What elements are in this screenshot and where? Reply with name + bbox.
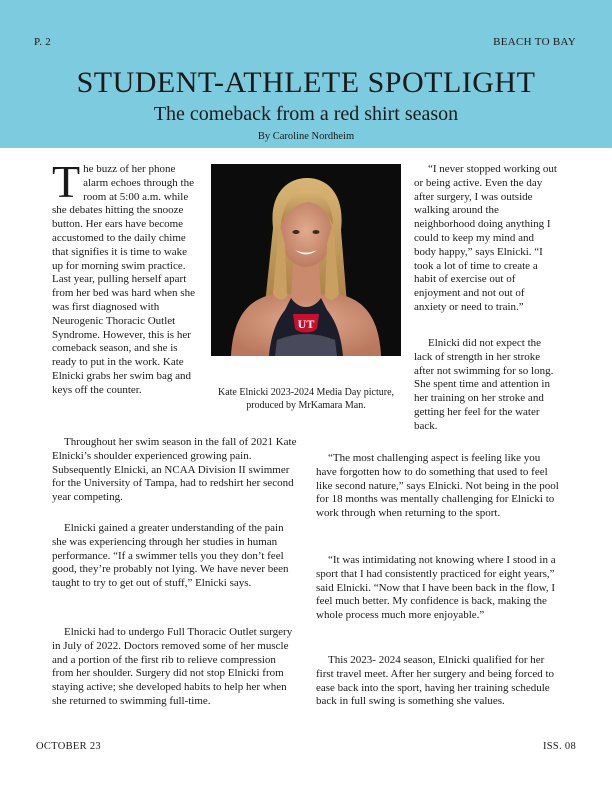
issue-number: ISS. 08 (542, 741, 576, 752)
magazine-name: BEACH TO BAY (493, 36, 576, 48)
article-paragraph-9: This 2023- 2024 season, Elnicki qualified for her first travel meet. After her surgery and being forced to ease back into the sport, having her training schedule back in full swing is something she values. (316, 654, 555, 708)
university-logo-icon (293, 314, 319, 333)
athlete-photo (211, 164, 401, 356)
page-number: P. 2 (34, 36, 52, 48)
article-paragraph-2: Throughout her swim season in the fall of 2021 Kate Elnicki’s shoulder experienced growing pain. Subsequently Elnicki, an NCAA Division II swimmer for the University of Tampa, had to redshirt her second year competing. (52, 436, 297, 504)
page-subtitle: The comeback from a red shirt season (153, 103, 459, 125)
article-paragraph-6: Elnicki did not expect the lack of strength in her stroke after not swimming for so long. She spent time and attention in her training on her stroke and getting her feel for the water back. (414, 337, 554, 432)
article-paragraph-5: “I never stopped working out or being active. Even the day after surgery, I was outside walking around the neighborhood doing anything I could to keep my mind and body happy,” says Elnicki. “I took a lot of time to create a habit of exercise out of enjoyment and not out of anxiety or need to train.” (414, 163, 557, 313)
photo-caption: Kate Elnicki 2023-2024 Media Day picture, produced by MrKamara Man. (217, 387, 395, 411)
article-paragraph-7: “The most challenging aspect is feeling like you have forgotten how to do something that used to feel like second nature,” says Elnicki. Not being in the pool for 18 months was mentally challenging for Elnicki to work through when returning to the sport. (316, 452, 559, 520)
article-paragraph-3: Elnicki gained a greater understanding of the pain she was experiencing through her studies in human performance. “If a swimmer tells you they don’t feel good, they’re probably not lying. We have never been taught to try to get out of stuff,” Elnicki says. (52, 522, 289, 590)
article-paragraph-8: “It was intimidating not knowing where I stood in a sport that I had consistently practiced for eight years,” said Elnicki. “Now that I have been back in the flow, I feel much better. My confidence is back, making the whole process much more enjoyable.” (316, 554, 556, 622)
athlete-portrait-illustration (211, 164, 401, 356)
header-band (0, 0, 612, 148)
article-paragraph-1 (52, 156, 197, 398)
paragraph-1-text: he buzz of her phone alarm echoes through the room at 5:00 a.m. while she debates hitting the snooze button. Her ears have become accustomed to the daily chime that signifies it is time to wake up for morning swim practice. Last year, pulling herself apart from her bed was hard when she was first diagnosed with Neurogenic Thoracic Outlet Syndrome. However, this is her comeback season, and she is ready to put in the work. Kate Elnicki grabs her swim bag and keys off the counter. (52, 163, 195, 396)
page-title: STUDENT-ATHLETE SPOTLIGHT (76, 66, 536, 99)
article-paragraph-4: Elnicki had to undergo Full Thoracic Outlet surgery in July of 2022. Doctors removed some of her muscle and a portion of the first rib to relieve compression from her shoulder. Surgery did not stop Elnicki from staying active; she developed habits to help her when she returned to swimming full-time. (52, 626, 293, 707)
byline: By Caroline Nordheim (257, 131, 355, 142)
issue-date: OCTOBER 23 (36, 741, 101, 752)
drop-cap: T (52, 156, 81, 207)
svg-text:UT: UT (297, 317, 315, 331)
